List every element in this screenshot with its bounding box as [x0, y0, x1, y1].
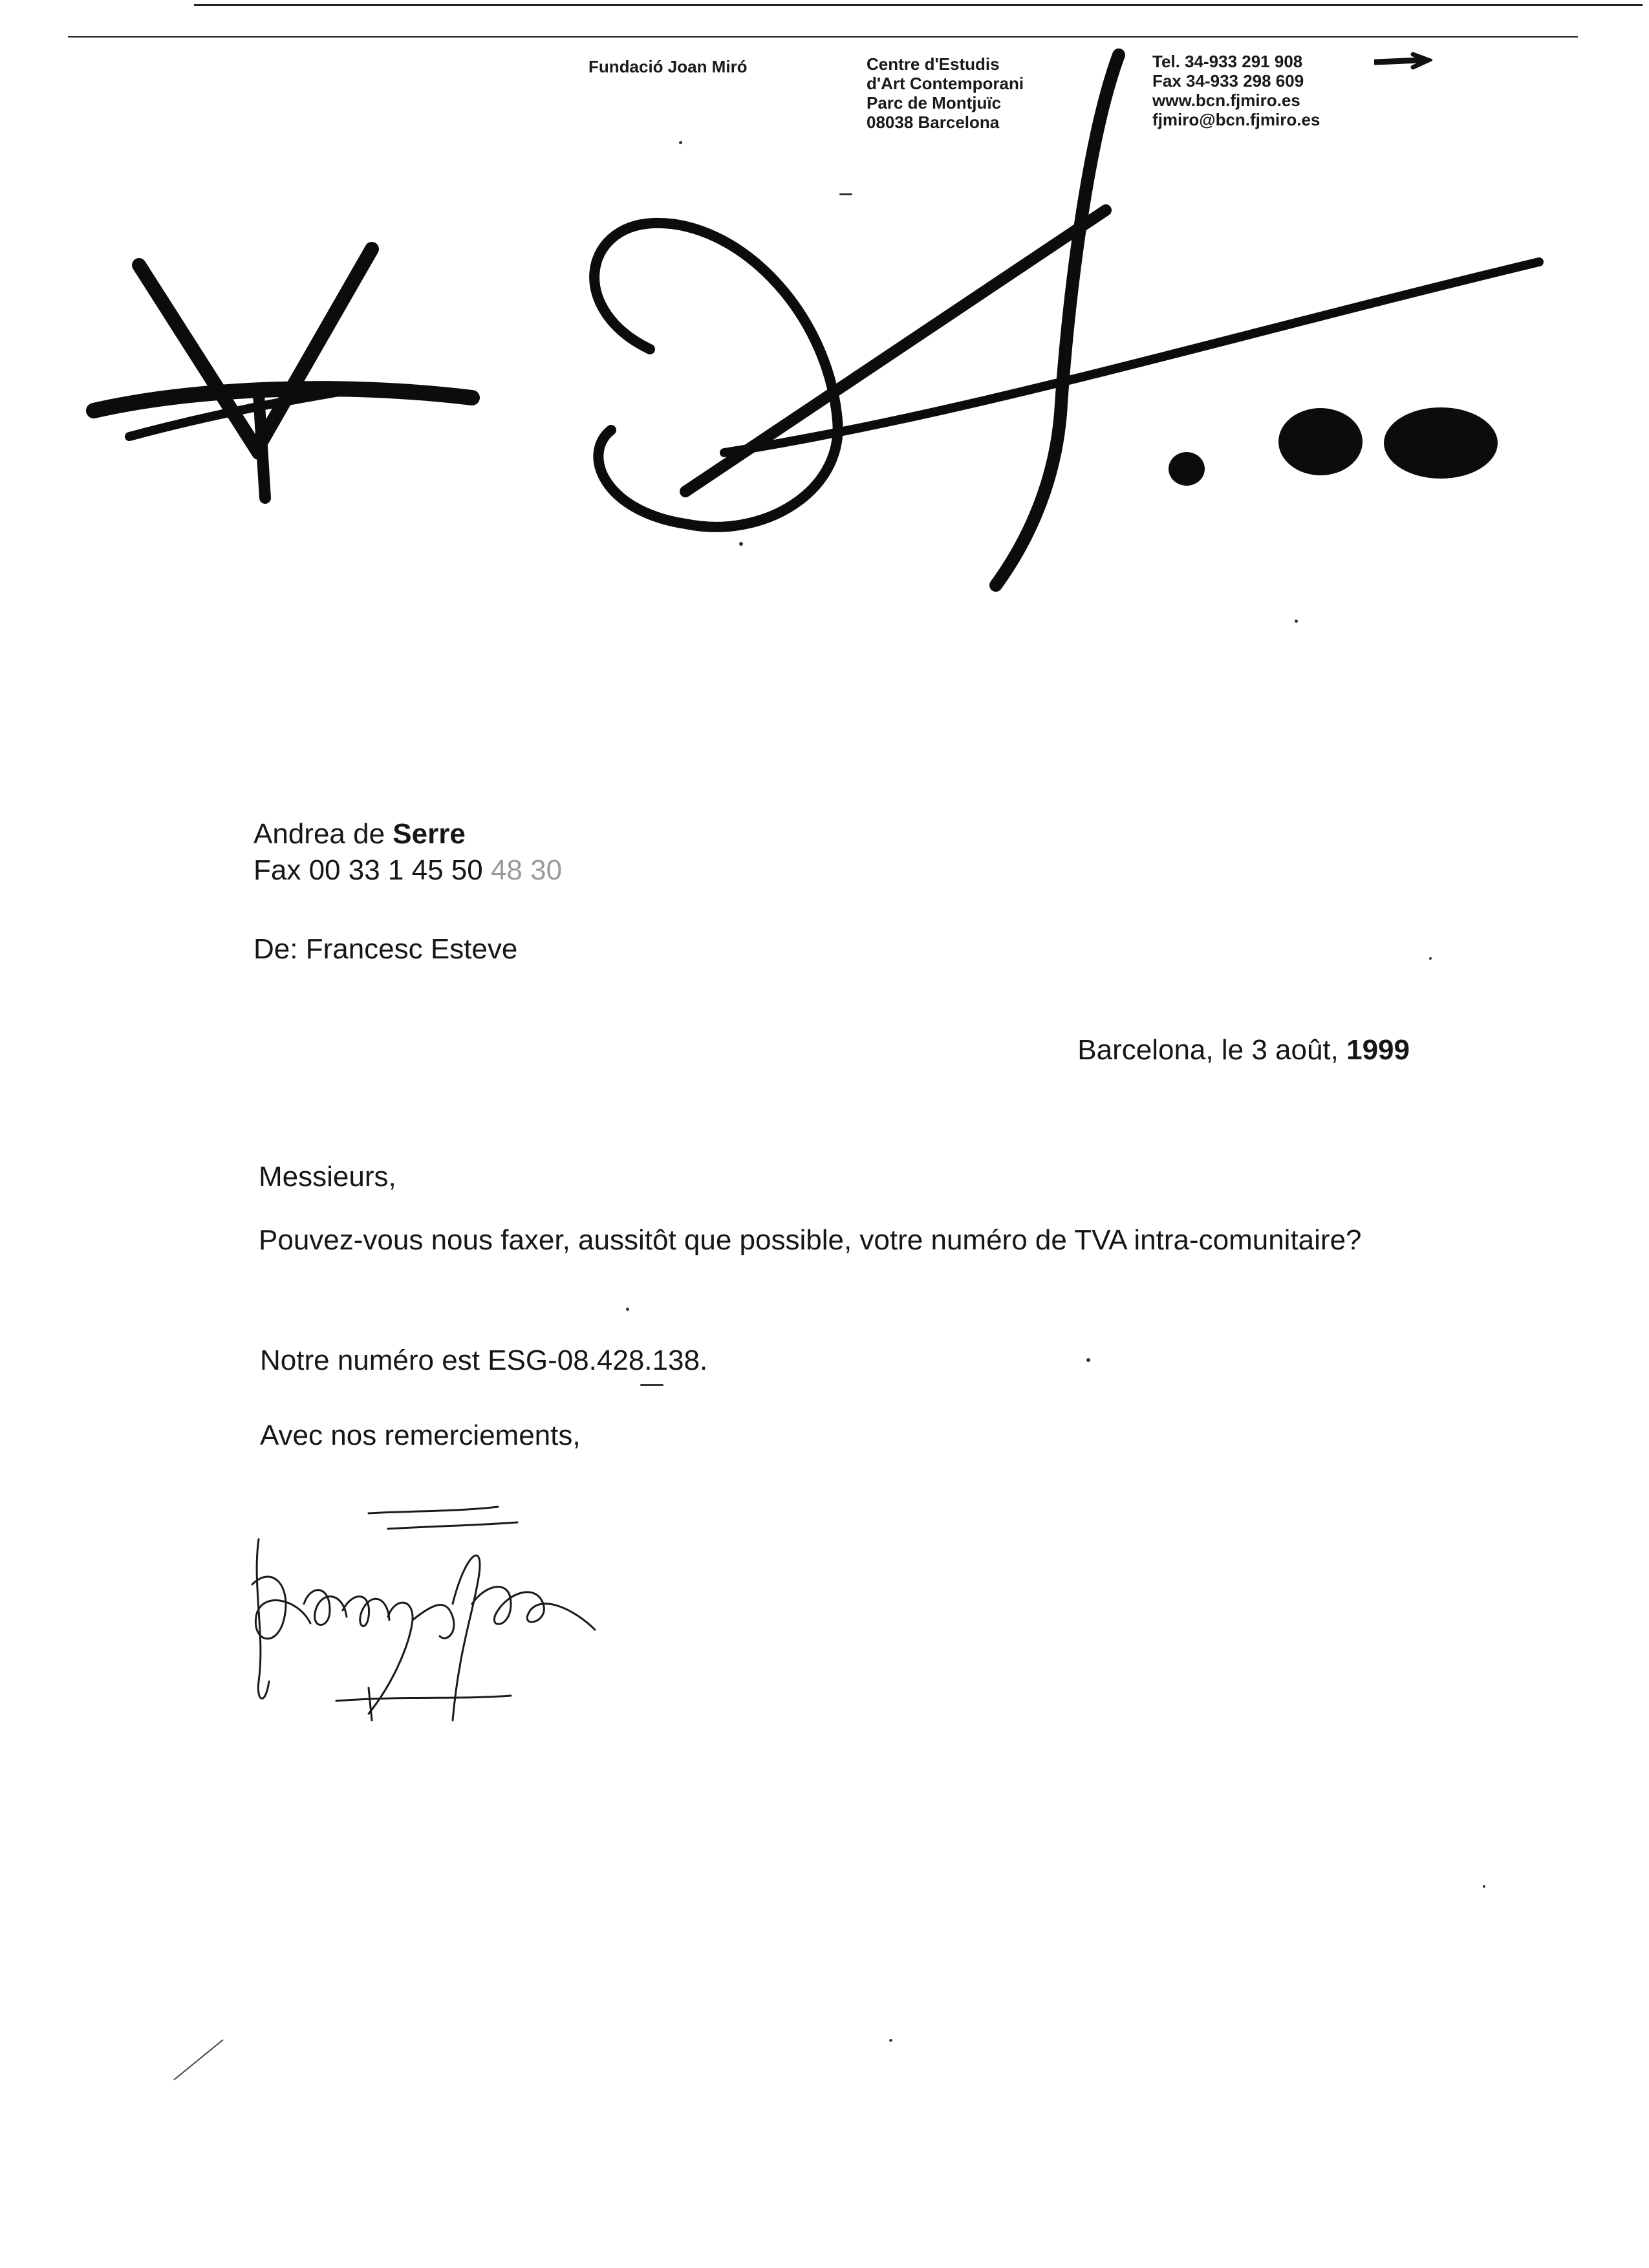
scan-speck [640, 1384, 663, 1386]
centre-line: Parc de Montjuïc [867, 93, 1002, 113]
centre-line: d'Art Contemporani [867, 74, 1024, 93]
miro-logo [0, 0, 1649, 621]
contact-line: fjmiro@bcn.fjmiro.es [1152, 110, 1320, 129]
scan-speck [1086, 1358, 1090, 1362]
recipient-name-surname: Serre [393, 818, 466, 850]
centre-line: Centre d'Estudis [867, 54, 1000, 74]
scan-speck [626, 1308, 629, 1311]
date-text: Barcelona, le 3 août, [1077, 1034, 1347, 1066]
recipient-name-prefix: Andrea de [253, 818, 393, 850]
signature [239, 1487, 627, 1746]
salutation: Messieurs, [259, 1161, 396, 1193]
sender-line: De: Francesc Esteve [253, 933, 518, 965]
contact-line: Fax 34-933 298 609 [1152, 71, 1304, 91]
paragraph-request: Pouvez-vous nous faxer, aussitôt que possible, votre numéro de TVA intra-comunitaire? [259, 1224, 1362, 1256]
scan-speck [889, 2039, 892, 2042]
letter-date [1077, 1032, 1410, 1068]
contact-line: Tel. 34-933 291 908 [1152, 52, 1303, 71]
scan-speck [1429, 957, 1432, 960]
scan-speck [739, 542, 743, 546]
scan-speck [679, 141, 682, 144]
recipient-name [253, 816, 466, 852]
recipient-fax-number: Fax 00 33 1 45 50 [253, 854, 483, 886]
contact-line: www.bcn.fjmiro.es [1152, 91, 1300, 110]
scan-speck [1483, 1885, 1485, 1888]
scan-speck [1295, 620, 1298, 623]
scan-speck [839, 193, 852, 195]
recipient-fax [253, 852, 562, 889]
scan-mark [171, 2037, 230, 2082]
date-year: 1999 [1346, 1034, 1410, 1066]
centre-line: 08038 Barcelona [867, 113, 1000, 132]
letterhead-institution: Fundació Joan Miró [588, 57, 748, 76]
closing: Avec nos remerciements, [260, 1420, 581, 1451]
paragraph-vat-number: Notre numéro est ESG-08.428.138. [260, 1345, 708, 1376]
recipient-fax-faded-digits: 48 30 [482, 854, 563, 886]
